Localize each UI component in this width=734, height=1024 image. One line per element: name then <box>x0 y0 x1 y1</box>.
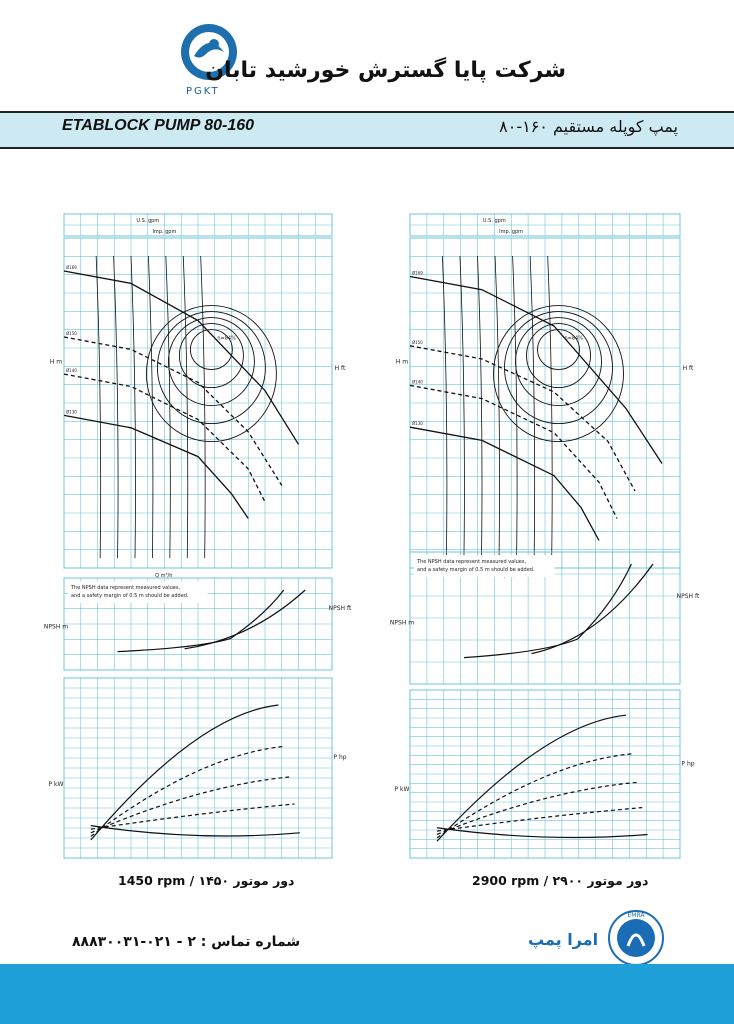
left-impeller-label-1: Ø150 <box>66 331 77 336</box>
left-p-axis-label: P kW <box>48 781 64 788</box>
right-npsh-axis-label: NPSH m <box>389 619 415 627</box>
left-impeller-label-0: Ø169 <box>66 265 77 270</box>
left-npshft-axis-label: NPSH ft <box>328 605 352 613</box>
left-power-curve-1 <box>91 746 284 836</box>
right-php-axis-label: P hp <box>681 760 695 768</box>
right-hft-axis-label: H ft <box>682 365 694 372</box>
brand-name: امرا پمپ <box>528 930 599 949</box>
brand-logo-text: EMRA <box>627 912 645 919</box>
left-power-curve-4 <box>91 826 300 836</box>
right-impeller-label-2: Ø140 <box>412 379 423 385</box>
left-php-axis-label: P hp <box>333 754 347 761</box>
right-impgpm-label: Imp. gpm <box>499 229 524 235</box>
right-efficiency-loop <box>505 312 613 424</box>
product-title-persian: پمپ کوپله مستقیم ۱۶۰-۸۰ <box>499 117 678 136</box>
left-hft-axis-label: H ft <box>334 365 346 372</box>
left-impeller-label-3: Ø130 <box>66 409 77 415</box>
left-power-curve-0 <box>91 705 279 840</box>
right-npsh-curve-a <box>464 564 631 658</box>
left-npsh-axis-label: NPSH m <box>43 623 69 631</box>
left-efficiency-label: η=84% <box>217 335 236 342</box>
right-h-axis-label: H m <box>395 358 409 366</box>
right-efficiency-loop <box>527 324 591 388</box>
left-h-axis-label: H m <box>49 358 63 366</box>
left-curve-1 <box>64 337 282 486</box>
right-npshft-axis-label: NPSH ft <box>676 593 700 601</box>
right-curve-0 <box>410 277 662 464</box>
right-efficiency-label: η=84% <box>564 335 583 342</box>
product-title-english: ETABLOCK PUMP 80-160 <box>62 117 255 134</box>
left-npsh-note-1: The NPSH data represent measured values, <box>71 585 181 591</box>
right-p-axis-label: P kW <box>394 785 410 793</box>
logo-caption: PGKT <box>186 86 220 97</box>
right-power-curve-0 <box>437 715 626 841</box>
right-npsh-note-1: The NPSH data represent measured values, <box>417 559 527 565</box>
right-impeller-label-1: Ø150 <box>412 339 423 345</box>
right-npsh-note-2: and a safety margin of 0.5 m should be added. <box>417 567 535 573</box>
left-npsh-note-2: and a safety margin of 0.5 m should be added. <box>71 593 189 599</box>
rpm-label-left: 1450 rpm / ۱۴۵۰ دور موتور <box>118 873 295 888</box>
company-name: شرکت پایا گسترش خورشید تابان <box>205 58 566 83</box>
left-usgpm-label: U.S. gpm <box>136 218 160 224</box>
right-usgpm-label: U.S. gpm <box>482 218 506 224</box>
rpm-label-right: 2900 rpm / ۲۹۰۰ دور موتور <box>472 873 649 888</box>
right-impeller-label-0: Ø169 <box>412 270 423 276</box>
right-impeller-label-3: Ø130 <box>412 421 423 427</box>
right-curve-2 <box>410 385 617 518</box>
left-impgpm-label: Imp. gpm <box>152 229 177 235</box>
left-impeller-label-2: Ø140 <box>66 368 77 374</box>
contact-number: شماره تماس : ۲ - ۰۲۱-۸۸۸۳۰۰۳۱ <box>72 934 301 950</box>
right-power-curve-1 <box>437 754 631 838</box>
left-q-axis-label: Q m³/h <box>155 573 173 579</box>
footer-band <box>0 964 734 1024</box>
right-curve-3 <box>410 427 599 540</box>
left-curve-3 <box>64 415 248 518</box>
brand-logo-icon <box>606 908 666 968</box>
right-power-curve-4 <box>437 828 648 838</box>
left-efficiency-loop <box>179 324 243 388</box>
